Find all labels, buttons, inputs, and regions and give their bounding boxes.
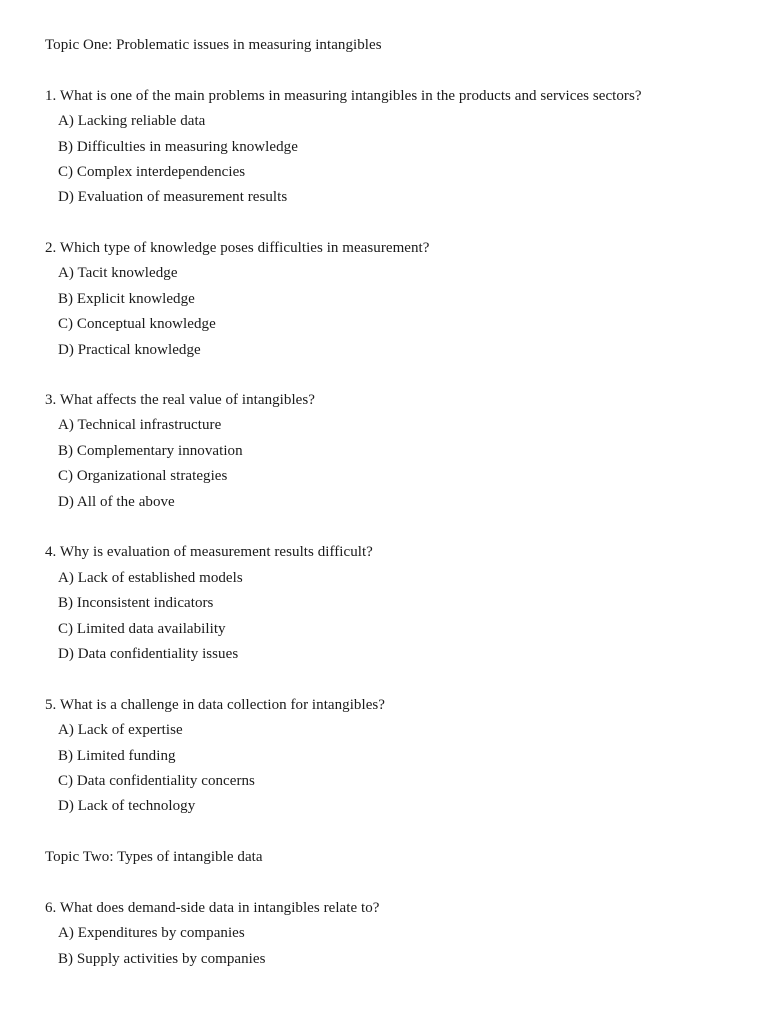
question-6-option-a: A) Expenditures by companies xyxy=(58,925,245,941)
question-2-option-d: D) Practical knowledge xyxy=(58,342,201,358)
question-3-option-b: B) Complementary innovation xyxy=(58,443,243,459)
question-4: 4. Why is evaluation of measurement results difficult? xyxy=(45,544,373,560)
question-6-option-b: B) Supply activities by companies xyxy=(58,951,266,967)
question-2-option-c: C) Conceptual knowledge xyxy=(58,316,216,332)
question-1-option-b: B) Difficulties in measuring knowledge xyxy=(58,139,298,155)
question-1-option-c: C) Complex interdependencies xyxy=(58,164,246,180)
question-1: 1. What is one of the main problems in measuring intangibles in the products and services sectors? xyxy=(45,88,642,104)
question-3-option-c: C) Organizational strategies xyxy=(58,468,228,484)
question-5-option-b: B) Limited funding xyxy=(58,748,176,764)
topic-one-heading: Topic One: Problematic issues in measuring intangibles xyxy=(45,37,382,53)
question-3-option-a: A) Technical infrastructure xyxy=(58,417,222,433)
question-5-option-d: D) Lack of technology xyxy=(58,798,196,814)
question-1-option-a: A) Lacking reliable data xyxy=(58,113,206,129)
question-4-option-c: C) Limited data availability xyxy=(58,621,226,637)
question-3-option-d: D) All of the above xyxy=(58,494,175,510)
question-3: 3. What affects the real value of intangibles? xyxy=(45,392,315,408)
question-5-option-a: A) Lack of expertise xyxy=(58,722,183,738)
topic-two-heading: Topic Two: Types of intangible data xyxy=(45,849,263,865)
question-4-option-a: A) Lack of established models xyxy=(58,570,243,586)
question-4-option-d: D) Data confidentiality issues xyxy=(58,646,239,662)
question-2-option-a: A) Tacit knowledge xyxy=(58,265,178,281)
question-5-option-c: C) Data confidentiality concerns xyxy=(58,773,255,789)
question-5: 5. What is a challenge in data collection for intangibles? xyxy=(45,697,386,713)
question-4-option-b: B) Inconsistent indicators xyxy=(58,595,214,611)
question-2-option-b: B) Explicit knowledge xyxy=(58,291,195,307)
question-6: 6. What does demand-side data in intangibles relate to? xyxy=(45,900,380,916)
question-1-option-d: D) Evaluation of measurement results xyxy=(58,189,288,205)
question-2: 2. Which type of knowledge poses difficulties in measurement? xyxy=(45,240,430,256)
